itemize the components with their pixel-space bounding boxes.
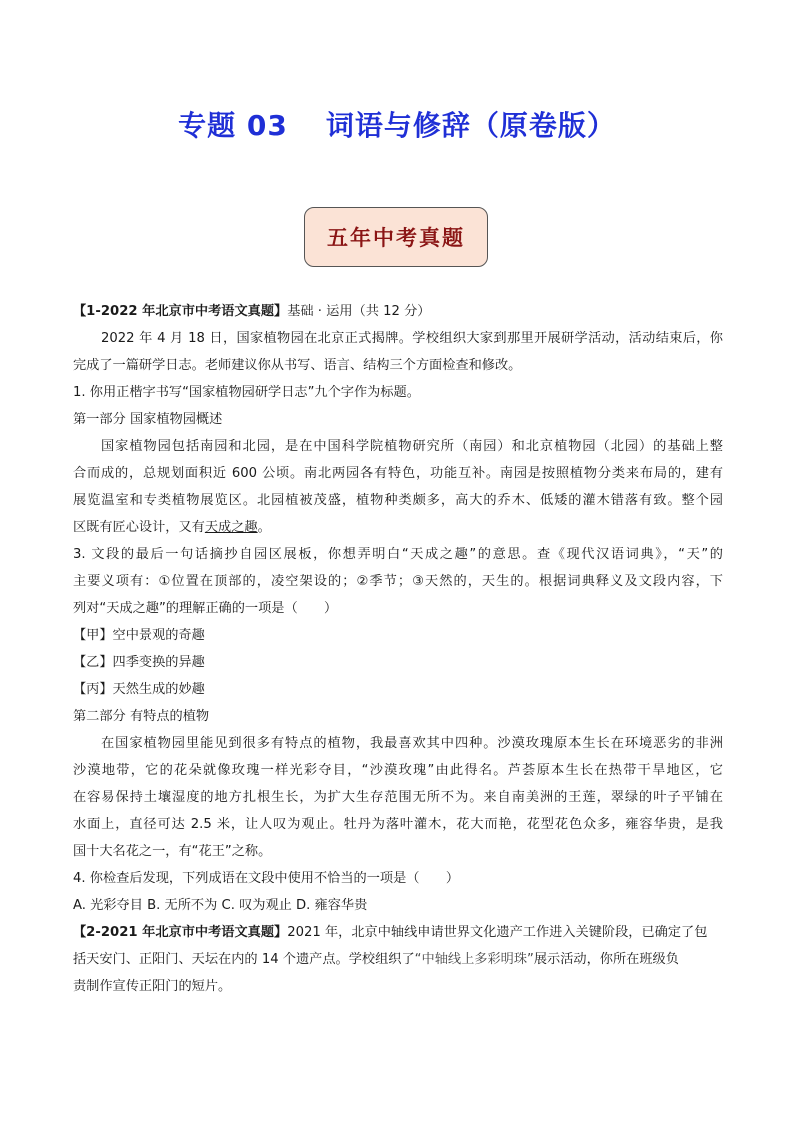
paragraph-2-line-1: 在国家植物园里能见到很多有特点的植物，我最喜欢其中四种。沙漠玫瑰原本生长在环境恶劣的非洲 (101, 736, 723, 751)
title-number: 专题 03 (178, 109, 288, 142)
activity-name: “中轴线上多彩明珠” (414, 952, 534, 967)
document-body (73, 298, 723, 1000)
paragraph-1-line-4-end: 。 (257, 520, 271, 535)
paragraph-2-line-3: 在容易保持土壤湿度的地方扎根生长，为扩大生存范围无所不为。来自南美洲的王莲，翠绿的叶子平铺在 (73, 790, 723, 805)
paragraph-1-line-1: 国家植物园包括南园和北园，是在中国科学院植物研究所（南园）和北京植物园（北园）的基础上整 (101, 439, 723, 454)
title-text: 词语与修辞（原卷版） (325, 109, 616, 142)
paragraph-2-line-5: 国十大名花之一，有“花王”之称。 (73, 844, 272, 859)
paragraph-1-line-4-text: 区既有匠心设计，又有 (73, 520, 205, 535)
part-2-heading: 第二部分 有特点的植物 (73, 709, 210, 724)
question-2-text-2: 括天安门、正阳门、天坛在内的 14 个遗产点。学校组织了 (73, 952, 415, 967)
underlined-phrase: 天成之趣 (204, 520, 258, 535)
option-jia: 【甲】空中景观的奇趣 (73, 628, 205, 643)
item-4-options: A. 光彩夺目 B. 无所不为 C. 叹为观止 D. 雍容华贵 (73, 898, 368, 913)
question-2-line-2 (73, 946, 723, 973)
question-2-text-3: 展示活动，你所在班级负 (533, 952, 679, 967)
question-2-line-1 (73, 919, 723, 946)
paragraph-1-line-2: 合而成的，总规划面积近 600 公顷。南北两园各有特色，功能互补。南园是按照植物分类来布局的，建有 (73, 466, 723, 481)
part-1-heading: 第一部分 国家植物园概述 (73, 412, 223, 427)
intro-line-1: 2022 年 4 月 18 日，国家植物园在北京正式揭牌。学校组织大家到那里开展研学活动，活动结束后，你 (101, 331, 723, 346)
item-3-line-3: 列对“天成之趣”的理解正确的一项是（ ） (73, 601, 338, 616)
question-2-line-3: 责制作宣传正阳门的短片。 (73, 979, 232, 994)
question-1-source: 【1-2022 年北京市中考语文真题】 (73, 304, 288, 319)
paragraph-2-line-4: 水面上，直径可达 2.5 米，让人叹为观止。牡丹为落叶灌木，花大而艳，花型花色众多，雍容华贵，是我 (73, 817, 723, 832)
question-1-header (73, 298, 723, 325)
option-bing: 【丙】天然生成的妙趣 (73, 682, 205, 697)
paragraph-1-line-3: 展览温室和专类植物展览区。北园植被茂盛，植物种类颇多，高大的乔木、低矮的灌木错落有致。整个园 (73, 493, 723, 508)
item-4: 4. 你检查后发现，下列成语在文段中使用不恰当的一项是（ ） (73, 871, 460, 886)
option-yi: 【乙】四季变换的异趣 (73, 655, 205, 670)
item-1: 1. 你用正楷字书写“国家植物园研学日志”九个字作为标题。 (73, 385, 420, 400)
page-title (0, 104, 794, 144)
question-2-source: 【2-2021 年北京市中考语文真题】 (73, 925, 288, 940)
item-3-line-2: 主要义项有：①位置在顶部的，凌空架设的；②季节；③天然的，天生的。根据词典释义及文段内容，下 (73, 574, 723, 589)
paragraph-1-line-4 (73, 514, 723, 541)
paragraph-2-line-2: 沙漠地带，它的花朵就像玫瑰一样光彩夺目，“沙漠玫瑰”由此得名。芦荟原本生长在热带干旱地区，它 (73, 763, 723, 778)
item-3-line-1: 3. 文段的最后一句话摘抄自园区展板，你想弄明白“天成之趣”的意思。查《现代汉语词典》，“天”的 (73, 547, 723, 562)
intro-line-2: 完成了一篇研学日志。老师建议你从书写、语言、结构三个方面检查和修改。 (73, 358, 522, 373)
question-2-text-1: 2021 年，北京中轴线申请世界文化遗产工作进入关键阶段，已确定了包 (287, 925, 708, 940)
section-badge: 五年中考真题 (304, 207, 488, 267)
question-1-score: 基础 · 运用（共 12 分） (287, 304, 431, 319)
